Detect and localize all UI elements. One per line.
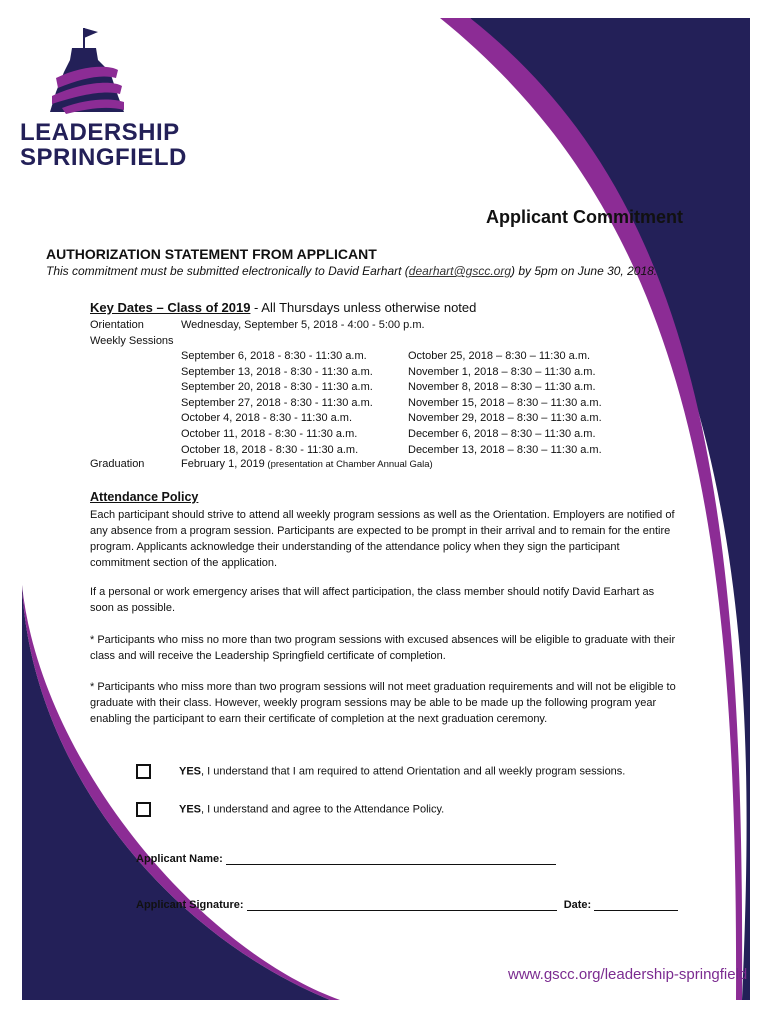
footer-url[interactable]: www.gscc.org/leadership-springfield xyxy=(508,966,748,983)
graduation-note: (presentation at Chamber Annual Gala) xyxy=(264,459,433,470)
authorization-heading: AUTHORIZATION STATEMENT FROM APPLICANT xyxy=(46,246,377,262)
session-date: October 11, 2018 - 8:30 - 11:30 a.m. xyxy=(181,427,358,440)
page-title: Applicant Commitment xyxy=(486,207,684,227)
commitment-check-policy[interactable] xyxy=(136,802,444,817)
attendance-paragraph: * Participants who miss no more than two program sessions with excused absences will be eligible to graduate with their class and will receive the Leadership Springfield certificate of completion. xyxy=(90,634,676,662)
orientation-date: Wednesday, September 5, 2018 - 4:00 - 5:00 p.m. xyxy=(181,319,425,331)
sessions-right-list xyxy=(408,349,602,458)
graduation-label: Graduation xyxy=(90,458,145,470)
date-label: Date: xyxy=(563,899,592,911)
authorization-text-end: ) by 5pm on June 30, 2018. xyxy=(511,264,658,278)
logo-graphic-icon xyxy=(50,28,124,114)
key-dates-heading xyxy=(90,300,476,315)
graduation-date-value: February 1, 2019 xyxy=(181,458,265,470)
email-link[interactable]: dearhart@gscc.org xyxy=(408,264,512,278)
applicant-name-field xyxy=(136,852,556,865)
applicant-signature-label: Applicant Signature: xyxy=(136,899,244,911)
attendance-policy-heading: Attendance Policy xyxy=(90,490,199,504)
key-dates-title: Key Dates – Class of 2019 xyxy=(90,300,251,315)
session-date: September 20, 2018 - 8:30 - 11:30 a.m. xyxy=(181,381,373,394)
check-yes-label: YES xyxy=(179,803,202,816)
date-input[interactable] xyxy=(594,898,678,911)
check-yes-label: YES xyxy=(179,765,202,778)
authorization-text-start: This commitment must be submitted electronically to David Earhart ( xyxy=(46,264,409,278)
session-date: November 8, 2018 – 8:30 – 11:30 a.m. xyxy=(408,381,596,394)
session-date: October 25, 2018 – 8:30 – 11:30 a.m. xyxy=(408,350,591,362)
orientation-label: Orientation xyxy=(90,319,144,331)
attendance-paragraph: Each participant should strive to attend all weekly program sessions as well as the Orientation. Employers are notified of any absence from a program session. Participants are expected to be prompt in their arrival and to remain for the entire program. Applicants acknowledge their understanding of the attendance policy when they sign the participant commitment section of the application. xyxy=(90,509,675,569)
session-date: September 6, 2018 - 8:30 - 11:30 a.m. xyxy=(181,350,367,362)
sessions-left-list xyxy=(181,349,373,458)
session-date: November 15, 2018 – 8:30 – 11:30 a.m. xyxy=(408,396,602,409)
session-date: November 29, 2018 – 8:30 – 11:30 a.m. xyxy=(408,412,602,425)
session-date: November 1, 2018 – 8:30 – 11:30 a.m. xyxy=(408,365,596,378)
weekly-sessions-label: Weekly Sessions xyxy=(90,335,174,347)
session-date: December 6, 2018 – 8:30 – 11:30 a.m. xyxy=(408,427,596,440)
session-date: September 13, 2018 - 8:30 - 11:30 a.m. xyxy=(181,365,373,378)
logo-line-2: SPRINGFIELD xyxy=(20,144,187,171)
session-date: October 4, 2018 - 8:30 - 11:30 a.m. xyxy=(181,412,353,425)
applicant-name-label: Applicant Name: xyxy=(136,853,223,865)
check-text: , I understand and agree to the Attendance Policy. xyxy=(201,803,445,816)
session-date: September 27, 2018 - 8:30 - 11:30 a.m. xyxy=(181,396,373,409)
attendance-paragraph: * Participants who miss more than two program sessions will not meet graduation requirements and will not be eligible to graduate with their class. However, weekly program sessions may be able to be made up the following program year enabling the participant to earn their certificate of completion at the next graduation ceremony. xyxy=(90,681,676,725)
checkbox-orientation[interactable] xyxy=(136,764,151,779)
logo-line-1: LEADERSHIP xyxy=(20,119,180,146)
applicant-signature-input[interactable] xyxy=(247,898,557,911)
commitment-check-orientation[interactable] xyxy=(136,764,625,779)
attendance-paragraph: If a personal or work emergency arises that will affect participation, the class member should notify David Earhart as soon as possible. xyxy=(90,586,655,614)
graduation-date xyxy=(181,458,433,470)
authorization-instructions xyxy=(46,264,657,278)
session-date: October 18, 2018 - 8:30 - 11:30 a.m. xyxy=(181,443,359,456)
checkbox-policy[interactable] xyxy=(136,802,151,817)
session-date: December 13, 2018 – 8:30 – 11:30 a.m. xyxy=(408,443,602,456)
key-dates-note: - All Thursdays unless otherwise noted xyxy=(250,300,477,315)
check-text: , I understand that I am required to attend Orientation and all weekly program sessions. xyxy=(201,765,626,778)
applicant-name-input[interactable] xyxy=(226,852,556,865)
applicant-signature-field xyxy=(136,898,678,911)
